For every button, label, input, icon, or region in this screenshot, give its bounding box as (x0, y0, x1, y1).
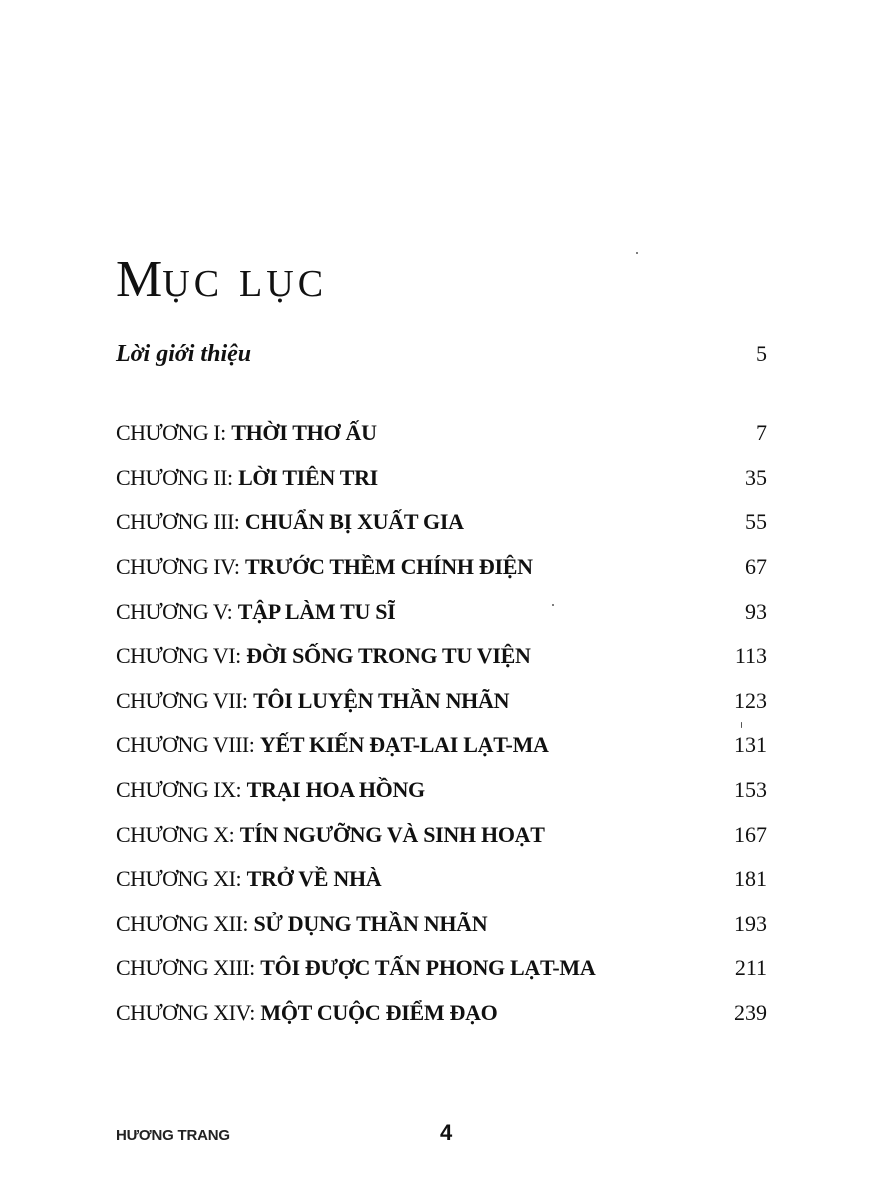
toc-entry-label (116, 866, 381, 892)
chapter-page: 67 (745, 554, 767, 580)
chapter-prefix: CHƯƠNG XI: (116, 866, 242, 892)
chapter-page: 113 (734, 643, 767, 669)
scan-speck (636, 252, 638, 254)
chapter-prefix: CHƯƠNG IX: (116, 777, 242, 803)
toc-entry-label (116, 911, 487, 937)
chapter-title: TÔI LUYỆN THẦN NHÃN (253, 687, 510, 713)
page-number: 4 (440, 1120, 453, 1145)
toc-entry-label (116, 554, 533, 580)
chapter-title: TRƯỚC THỀM CHÍNH ĐIỆN (245, 554, 533, 580)
chapter-title: TRẠI HOA HỒNG (246, 777, 425, 803)
table-of-contents (116, 411, 767, 1035)
chapter-page: 35 (745, 464, 767, 490)
chapter-title: LỜI TIÊN TRI (238, 464, 378, 490)
toc-entry-label (116, 955, 595, 981)
chapter-title: ĐỜI SỐNG TRONG TU VIỆN (246, 643, 531, 669)
toc-row (116, 946, 767, 991)
chapter-prefix: CHƯƠNG XIV: (116, 1000, 255, 1026)
chapter-prefix: CHƯƠNG XIII: (116, 955, 255, 981)
chapter-title: CHUẨN BỊ XUẤT GIA (244, 509, 464, 535)
chapter-title: TÔI ĐƯỢC TẤN PHONG LẠT-MA (260, 955, 596, 981)
toc-row (116, 545, 767, 590)
title-initial: M (116, 251, 163, 308)
chapter-page: 239 (734, 1000, 767, 1026)
toc-intro-page: 5 (756, 341, 767, 366)
page-title (116, 250, 327, 314)
toc-row (116, 589, 767, 634)
toc-entry-label (116, 643, 531, 669)
toc-entry-label (116, 509, 464, 535)
toc-entry-label (116, 420, 377, 446)
chapter-title: SỬ DỤNG THẦN NHÃN (253, 910, 488, 936)
scan-speck (741, 722, 742, 728)
chapter-prefix: CHƯƠNG X: (116, 821, 235, 847)
toc-row (116, 723, 767, 768)
chapter-page: 153 (734, 777, 767, 803)
chapter-page: 55 (745, 509, 767, 535)
toc-entry-label (116, 599, 395, 625)
toc-entry-label (116, 777, 425, 803)
chapter-prefix: CHƯƠNG I: (116, 420, 226, 446)
chapter-page: 7 (756, 420, 767, 446)
chapter-page: 131 (734, 732, 767, 758)
chapter-prefix: CHƯƠNG II: (116, 464, 233, 490)
toc-entry-label (116, 1000, 497, 1026)
toc-entry-label (116, 822, 545, 848)
toc-intro-row (116, 336, 767, 372)
toc-row (116, 768, 767, 813)
toc-row (116, 857, 767, 902)
chapter-title: TẬP LÀM TU SĨ (237, 598, 396, 624)
toc-row (116, 500, 767, 545)
toc-entry-label (116, 688, 509, 714)
toc-entry-label (116, 732, 549, 758)
title-rest-1: ỤC (162, 263, 224, 305)
chapter-title: YẾT KIẾN ĐẠT-LAI LẠT-MA (259, 732, 549, 758)
toc-row (116, 634, 767, 679)
toc-entry-label (116, 465, 378, 491)
toc-row (116, 902, 767, 947)
toc-row (116, 991, 767, 1036)
chapter-prefix: CHƯƠNG VIII: (116, 732, 255, 758)
toc-row (116, 679, 767, 724)
chapter-title: TÍN NGƯỠNG VÀ SINH HOẠT (239, 821, 545, 847)
toc-row (116, 456, 767, 501)
chapter-prefix: CHƯƠNG IV: (116, 554, 240, 580)
chapter-prefix: CHƯƠNG VI: (116, 643, 241, 669)
toc-row (116, 812, 767, 857)
title-rest-2: LỤC (239, 263, 328, 305)
chapter-prefix: CHƯƠNG III: (116, 509, 240, 535)
chapter-page: 193 (734, 910, 767, 936)
toc-row (116, 411, 767, 456)
publisher-brand: HƯƠNG TRANG (116, 1127, 230, 1144)
chapter-page: 93 (745, 598, 767, 624)
chapter-prefix: CHƯƠNG V: (116, 598, 233, 624)
chapter-page: 211 (734, 955, 767, 981)
chapter-title: THỜI THƠ ẤU (231, 420, 377, 446)
toc-intro-label: Lời giới thiệu (116, 340, 252, 367)
chapter-page: 123 (734, 687, 767, 713)
chapter-prefix: CHƯƠNG XII: (116, 910, 248, 936)
chapter-prefix: CHƯƠNG VII: (116, 687, 248, 713)
chapter-page: 181 (734, 866, 767, 892)
chapter-page: 167 (734, 821, 767, 847)
chapter-title: MỘT CUỘC ĐIỂM ĐẠO (260, 1000, 498, 1026)
chapter-title: TRỞ VỀ NHÀ (246, 866, 382, 892)
scan-speck (552, 604, 554, 606)
